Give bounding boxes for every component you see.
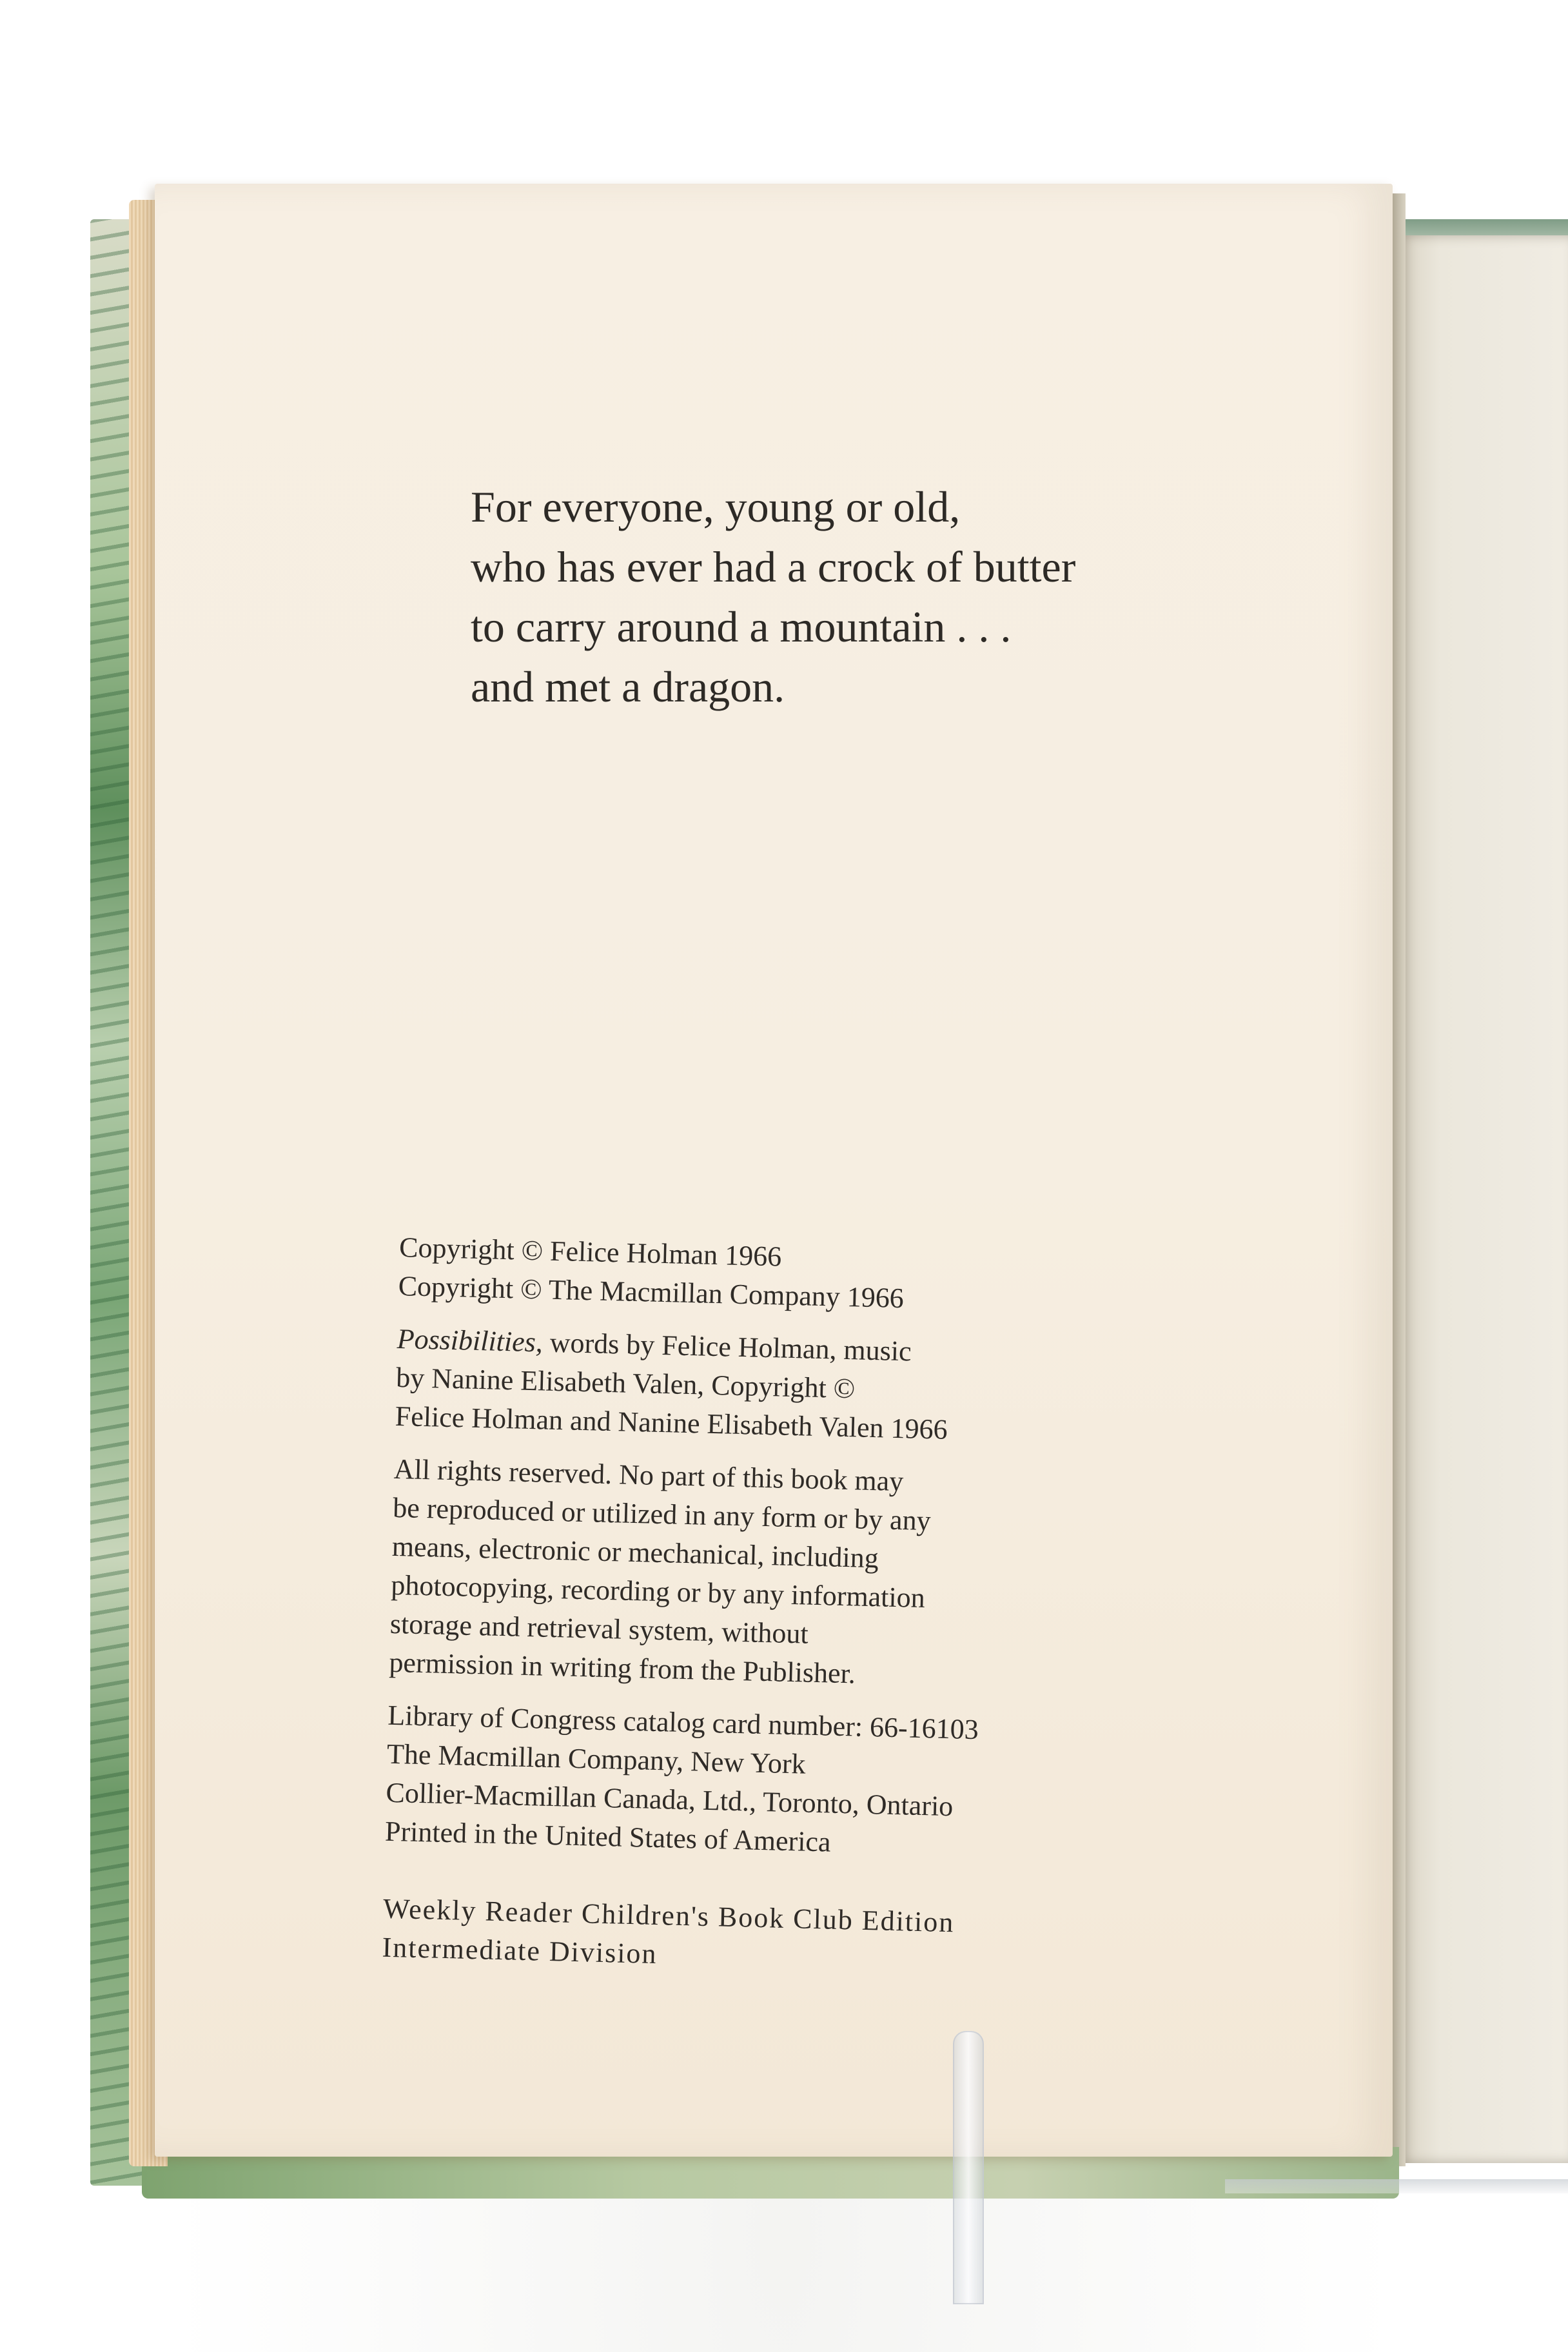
display-stand xyxy=(953,2031,984,2304)
edition-line: Weekly Reader Children's Book Club Edition xyxy=(382,1892,955,1939)
rights-line: storage and retrieval system, without xyxy=(389,1607,809,1650)
rights-line: permission in writing from the Publisher. xyxy=(388,1646,856,1690)
facing-page xyxy=(1398,235,1568,2163)
display-stand-base xyxy=(1225,2179,1568,2193)
dedication-line: who has ever had a crock of butter xyxy=(471,542,1076,591)
song-credit-text: words by Felice Holman, music xyxy=(542,1326,912,1367)
copyright-notice xyxy=(381,1228,1237,2001)
publication-line: Library of Congress catalog card number: 66-16103 xyxy=(387,1699,979,1746)
dedication-line: to carry around a mountain . . . xyxy=(471,602,1012,651)
dedication xyxy=(471,477,1244,717)
publication-line: The Macmillan Company, New York xyxy=(386,1738,807,1780)
song-credit-line: by Nanine Elisabeth Valen, Copyright © xyxy=(395,1361,856,1405)
rights-line: be reproduced or utilized in any form or by any xyxy=(392,1491,932,1537)
song-title: Possibilities, xyxy=(397,1322,544,1358)
song-credit-line: Felice Holman and Nanine Elisabeth Valen 1966 xyxy=(395,1400,948,1446)
song-credit xyxy=(395,1320,1235,1456)
copyright-line: Copyright © Felice Holman 1966 xyxy=(398,1231,782,1273)
publication-line: Printed in the United States of America xyxy=(384,1815,832,1858)
publication-line: Collier-Macmillan Canada, Ltd., Toronto, Ontario xyxy=(386,1776,954,1823)
rights-line: means, electronic or mechanical, including xyxy=(391,1530,879,1574)
rights-statement xyxy=(389,1450,1232,1703)
copyright-lines xyxy=(398,1228,1238,1326)
edition-line: Intermediate Division xyxy=(382,1931,658,1970)
rights-line: All rights reserved. No part of this book may xyxy=(393,1453,904,1498)
copyright-line: Copyright © The Macmillan Company 1966 xyxy=(398,1269,905,1315)
rights-line: photocopying, recording or by any information xyxy=(390,1569,926,1614)
dedication-line: For everyone, young or old, xyxy=(471,482,961,531)
book-page xyxy=(155,184,1393,2157)
edition-info xyxy=(382,1890,1222,1988)
publication-info xyxy=(384,1696,1226,1872)
dedication-line: and met a dragon. xyxy=(471,662,785,711)
